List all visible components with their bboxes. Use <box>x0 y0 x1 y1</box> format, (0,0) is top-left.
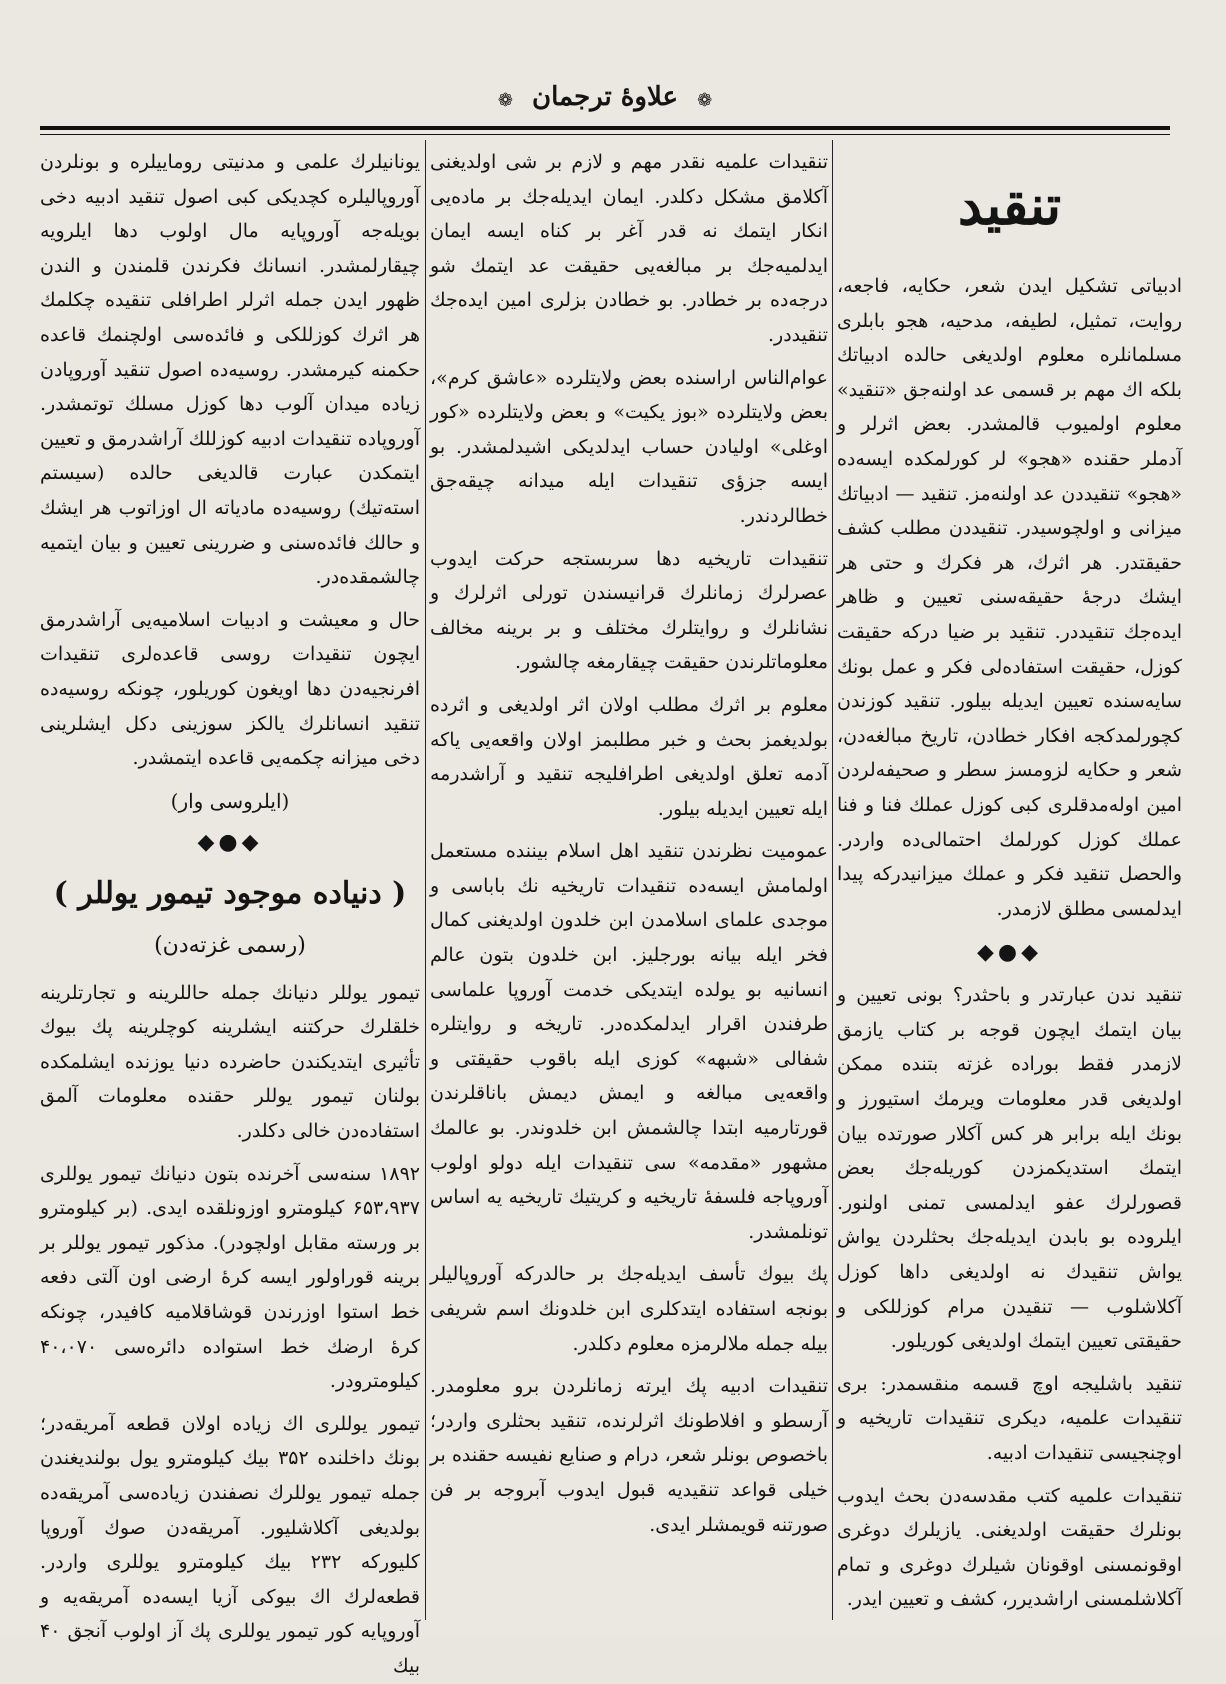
article-title-tanqid: تنقید <box>957 173 1062 237</box>
right-column <box>837 145 1182 1615</box>
column-divider-left <box>425 140 426 1620</box>
paragraph: تنقید ندن عبارتدر و باحثدر؟ بونی تعیین و بیان ایتمك ایچون قوجه بر کتاب یازمق لازمدر فقط بوراده غزته بتنده ممکن اولدیغی قدر معلومات ویرمك استیورز و بونك ایله برابر هر کس آکلار صورتده بیان ایتمك استدیکمزدن کوریله‌جك بعض قصورلرك عفو ایدلمسی تمنی اولنور. ایلروده بو بابدن ایدیله‌جك بحثلردن یواش یواش تنقیدك نه اولدیغی داها کوزل آکلاشلوب — تنقیدن مرام کوزللکی و حقیقتی تعیین ایتمك اولدیغی کوریلور. <box>837 984 1182 1353</box>
masthead <box>40 82 1170 122</box>
paragraph: تنقید باشلیجه اوچ قسمه منقسمدر: بری تنقیدات علمیه، دیکری تنقیدات تاریخیه و اوچنجیسی تنقیدات ادبیه. <box>837 1372 1182 1464</box>
paragraph: تنقیدات ادبیه پك ایرته زمانلردن برو معلومدر. آرسطو و افلاطونك اثرلرنده، تنقید بحثلری واردر؛ باخصوص بونلر شعر، درام و صنایع نفیسه حقنده بر خیلی قواعد تنقیدیه قبول ایدوب آبروجه بر فن صورتنه قویمشلر ایدی. <box>430 1375 828 1536</box>
paragraph: تنقیدات تاریخیه دها سربستجه حرکت ایدوب عصرلرك زمانلرك قرانیسندن تورلی اثرلرك و نشانلرك و روایتلرك مختلف و بر برینه مخالف معلوماتلرندن حقیقت چیقارمغه چالشور. <box>430 547 828 674</box>
masthead-title: علاوهٔ ترجمان <box>532 82 678 112</box>
paragraph: تنقیدات علمیه نقدر مهم و لازم بر شی اولدیغنی آکلامق مشکل دکلدر. ایمان ایدیله‌جك بر ماده‌یی انکار ایتمك نه قدر آغر بر کناه ایسه ایمان ایدلمیه‌جك بر مبالغه‌یی حقیقت عد ایتمك شو درجه‌ده بر خطادر. بو خطادن بزلری امین ایده‌جك تنقیددر. <box>430 151 828 346</box>
masthead-rule-thick <box>40 126 1170 130</box>
paragraph: یونانیلرك علمی و مدنیتی روماییلره و بونلردن آوروپالیلره کچدیکی کبی اصول تنقید ادبیه دخی بویله‌جه آوروپایه مال اولوب دها ایلرویه چیقارلمشدر. انسانك فکرندن قلمندن و الندن ظهور ایدن جمله اثرلر اطرافلی تنقیده چکلمك هر اثرك کوزللکی و فائده‌سی اولچنمك قاعده حکمنه کیرمشدر. روسیه‌ده اصول تنقید آوروپادن زیاده میدان آلوب دها کوزل مسلك توتمشدر. آوروپاده تنقیدات ادبیه کوزللك آراشدرمق و تعیین ایتمکدن عبارت قالدیغی حالده (سیستم استه‌تیك) روسیه‌ده مادیاته ال اوزاتوب هر ایشك و حالك فائده‌سنی و ضررینی تعیین و بیان ایتمیه چالشمقده‌در. <box>40 151 420 589</box>
paragraph: تیمور یوللری اك زیاده اولان قطعه آمریقه‌در؛ بونك داخلنده ۳۵۲ بیك کیلومترو یول بولندیغندن جمله تیمور یوللرك نصفندن زیاده‌سی آمریقه‌ده بولدیغی آکلاشلیور. آمریقه‌دن صوك آوروپا کلیورکه ۲۳۲ بیك کیلومترو یوللری واردر. قطعه‌لرك اك بیوکی آزیا ایسه‌ده آمریقه‌یه و آوروپایه کور تیمور یوللری پك آز اولوب آنجق ۴۰ بیك <box>40 1412 420 1677</box>
continued-note: (ایلروسی وار) <box>170 788 290 813</box>
paragraph: تیمور یوللر دنیانك جمله حاللرینه و تجارتلرینه خلقلرك حرکتنه ایشلرینه کوچلرینه پك بیوك تأثیری ایتدیکندن حاضرده دنیا یوزنده ایشلمکده بولنان تیمور یوللر حقنده معلومات آلمق استفاده‌دن خالی دکلدر. <box>40 981 420 1143</box>
paragraph: ۱۸۹۲ سنه‌سی آخرنده بتون دنیانك تیمور یوللری ۶۵۳،۹۳۷ کیلومترو اوزونلقده ایدی. (بر کیلومترو بر ورسته مقابل اولچودر). مذکور تیمور یوللر بر برینه قوراولور ایسه کرهٔ ارضی اون آلتی دفعه خط استوا اوزرندن قوشاقلامیه کافیدر، چونکه کرهٔ ارضك خط استواده دائره‌سی ۴۰،۰۷۰ کیلومترودر. <box>40 1162 420 1393</box>
separator-ornament: ◆●◆ <box>197 829 263 855</box>
separator-ornament: ◆●◆ <box>976 940 1043 966</box>
column-divider-right <box>832 140 833 1620</box>
paragraph: پك بیوك تأسف ایدیله‌جك بر حالدرکه آوروپالیلر بونجه استفاده ایتدکلری ابن خلدونك اسم شریفی بیله جمله ملالرمزه معلوم دکلدر. <box>430 1263 828 1355</box>
paragraph: عوام‌الناس اراسنده بعض ولایتلرده «عاشق کرم»، بعض ولایتلرده «بوز یکیت» و بعض ولایتلرده «کور اوغلی» اولیادن حساب ایدلدیکی اشیدلمشدر. بو ایسه جزؤی تنقیدات ایله میدانه چیقه‌جق خطالردندر. <box>430 366 828 527</box>
ornament-left-icon: ❁ <box>497 90 513 111</box>
paragraph: ادبیاتی تشکیل ایدن شعر، حکایه، فاجعه، روایت، تمثیل، لطیفه، مدحیه، هجو بابلری مسلمانلره معلوم اولدیغی حالده ادبیاتك بلکه اك مهم بر قسمی عد اولنه‌جق «تنقید» معلوم اولمیوب قالمشدر. بعض اثرلر و آدملر حقنده «هجو» لر کورلمکده ایسه‌ده «هجو» تنقیددن عد اولنه‌مز. تنقید — ادبیاتك میزانی و اولچوسیدر. تنقیددن مطلب کشف حقیقتدر. هر اثرك، هر فکرك و حتی هر ایشك درجهٔ حقیقه‌سنی تعیین و ظاهر ایده‌جك تنقیددر. تنقید بر ضیا درکه حقیقت کوزل، حقیقت استفاده‌لی فکر و عمل بونك سایه‌سنده تعیین ایدیله بیلور. تنقید کوزندن کچورلمدکجه افکار خطادن، تاریخ مبالغه‌دن، شعر و حکایه لزومسز سطر و صحیفه‌لردن امین اوله‌مدقلری کبی کوزل عملك فنا و فنا عملك کوزل کورلمك احتمالی‌ده واردر. والحصل تنقید فکر و عملك میزانیدرکه پیدا ایدلمسی مطلق لازمدر. <box>837 275 1182 920</box>
paragraph: حال و معیشت و ادبیات اسلامیه‌یی آراشدرمق ایچون تنقیدات روسی قاعده‌لری تنقیدات افرنجیه‌دن دها اویغون کوریلور، چونکه روسیه‌ده تنقید انسانلرك یالکز سوزینی دکل ایشلرینی دخی میزانه چکمه‌یی قاعده ایتمشدر. <box>40 608 420 770</box>
left-column <box>40 145 420 1677</box>
paragraph: تنقیدات علمیه کتب مقدسه‌دن بحث ایدوب بونلرك حقیقت اولدیغنی. یازیلرك دوغری اوقونمسنی اوقونان شیلرك دوغری و تمام آکلاشلمسنی اراشدیرر، کشف و تعیین ایدر. <box>837 1484 1182 1611</box>
ornament-right-icon: ❁ <box>697 90 713 111</box>
article-source: (رسمی غزته‌دن) <box>154 932 306 958</box>
middle-column <box>430 145 828 1615</box>
paragraph: عمومیت نظرندن تنقید اهل اسلام بیننده مستعمل اولمامش ایسه‌ده تنقیدات تاریخیه نك باباسی و موجدی علمای اسلامدن ابن خلدون اولدیغنی کمال فخر ایله بیانه بورجلیز. ابن خلدون بتون عالم انسانیه بو یولده ایتدیکی خدمت آوروپا علماسی طرفندن اقرار ایدلمکده‌در. تاریخه و روایتلره شفالی «شبهه» کوزی ایله باقوب حقیقتی و واقعه‌یی مبالغه و ایمش دیمش باناقلرندن قورتارمیه ابتدا چالشمش ابن خلدوندر. بو عالمك مشهور «مقدمه» سی تنقیدات ایله دولو اولوب آوروپاجه فلسفهٔ تاریخیه و کریتیك تاریخیه یه اساس تونلمشدر. <box>430 840 828 1243</box>
masthead-rule-thin <box>40 134 1170 135</box>
article-title-railways: ( دنیاده موجود تیمور یوللر ) <box>53 875 407 911</box>
paragraph: معلوم بر اثرك مطلب اولان اثر اولدیغی و اثرده بولدیغمز بحث و خبر مطلبمز اولان واقعه‌یی یاکه آدمه تعلق اولدیغی اطرافلیجه تنقید و آراشدرمه ایله تعیین ایدیله بیلور. <box>430 693 828 820</box>
